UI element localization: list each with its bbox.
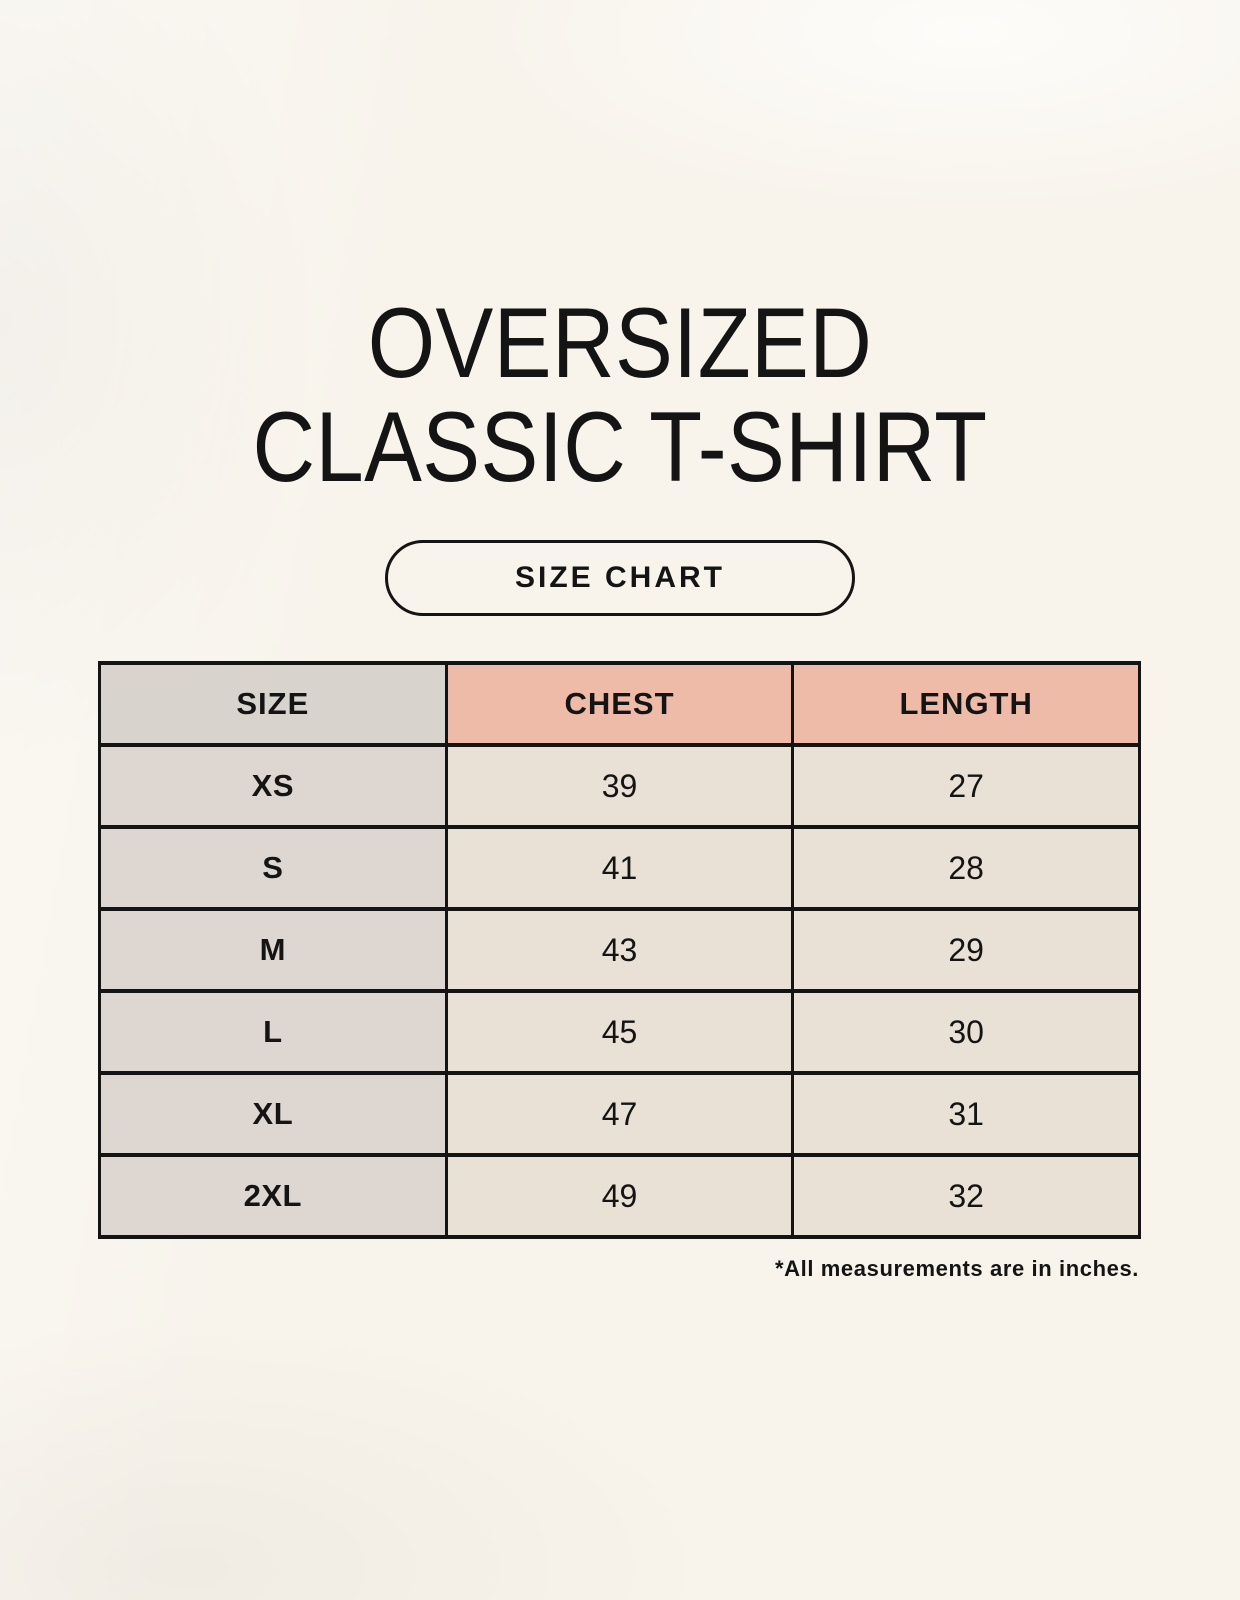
product-title <box>78 0 1163 502</box>
size-cell: XL <box>100 1073 447 1155</box>
size-chart-button[interactable] <box>385 540 855 616</box>
measurements-footnote: *All measurements are in inches. <box>774 1256 1139 1281</box>
length-cell: 29 <box>793 909 1140 991</box>
size-cell: L <box>100 991 447 1073</box>
length-cell: 30 <box>793 991 1140 1073</box>
header-length: LENGTH <box>793 663 1140 745</box>
chest-cell: 49 <box>446 1155 793 1237</box>
size-chart-button-label: SIZE CHART <box>515 561 725 594</box>
table-row <box>100 745 1140 827</box>
table-header-row <box>100 663 1140 745</box>
header-size: SIZE <box>100 663 447 745</box>
table-row <box>100 1073 1140 1155</box>
length-cell: 28 <box>793 827 1140 909</box>
chest-cell: 41 <box>446 827 793 909</box>
chest-cell: 39 <box>446 745 793 827</box>
chest-cell: 45 <box>446 991 793 1073</box>
table-row <box>100 827 1140 909</box>
length-cell: 31 <box>793 1073 1140 1155</box>
product-title-line2: CLASSIC T-SHIRT <box>252 391 988 502</box>
size-cell: M <box>100 909 447 991</box>
table-row <box>100 991 1140 1073</box>
size-cell: S <box>100 827 447 909</box>
table-row <box>100 1155 1140 1237</box>
product-title-line1: OVERSIZED <box>367 287 873 398</box>
size-cell: XS <box>100 745 447 827</box>
chest-cell: 43 <box>446 909 793 991</box>
size-cell: 2XL <box>100 1155 447 1237</box>
length-cell: 32 <box>793 1155 1140 1237</box>
chest-cell: 47 <box>446 1073 793 1155</box>
table-row <box>100 909 1140 991</box>
length-cell: 27 <box>793 745 1140 827</box>
size-chart-table <box>98 661 1141 1239</box>
header-chest: CHEST <box>446 663 793 745</box>
